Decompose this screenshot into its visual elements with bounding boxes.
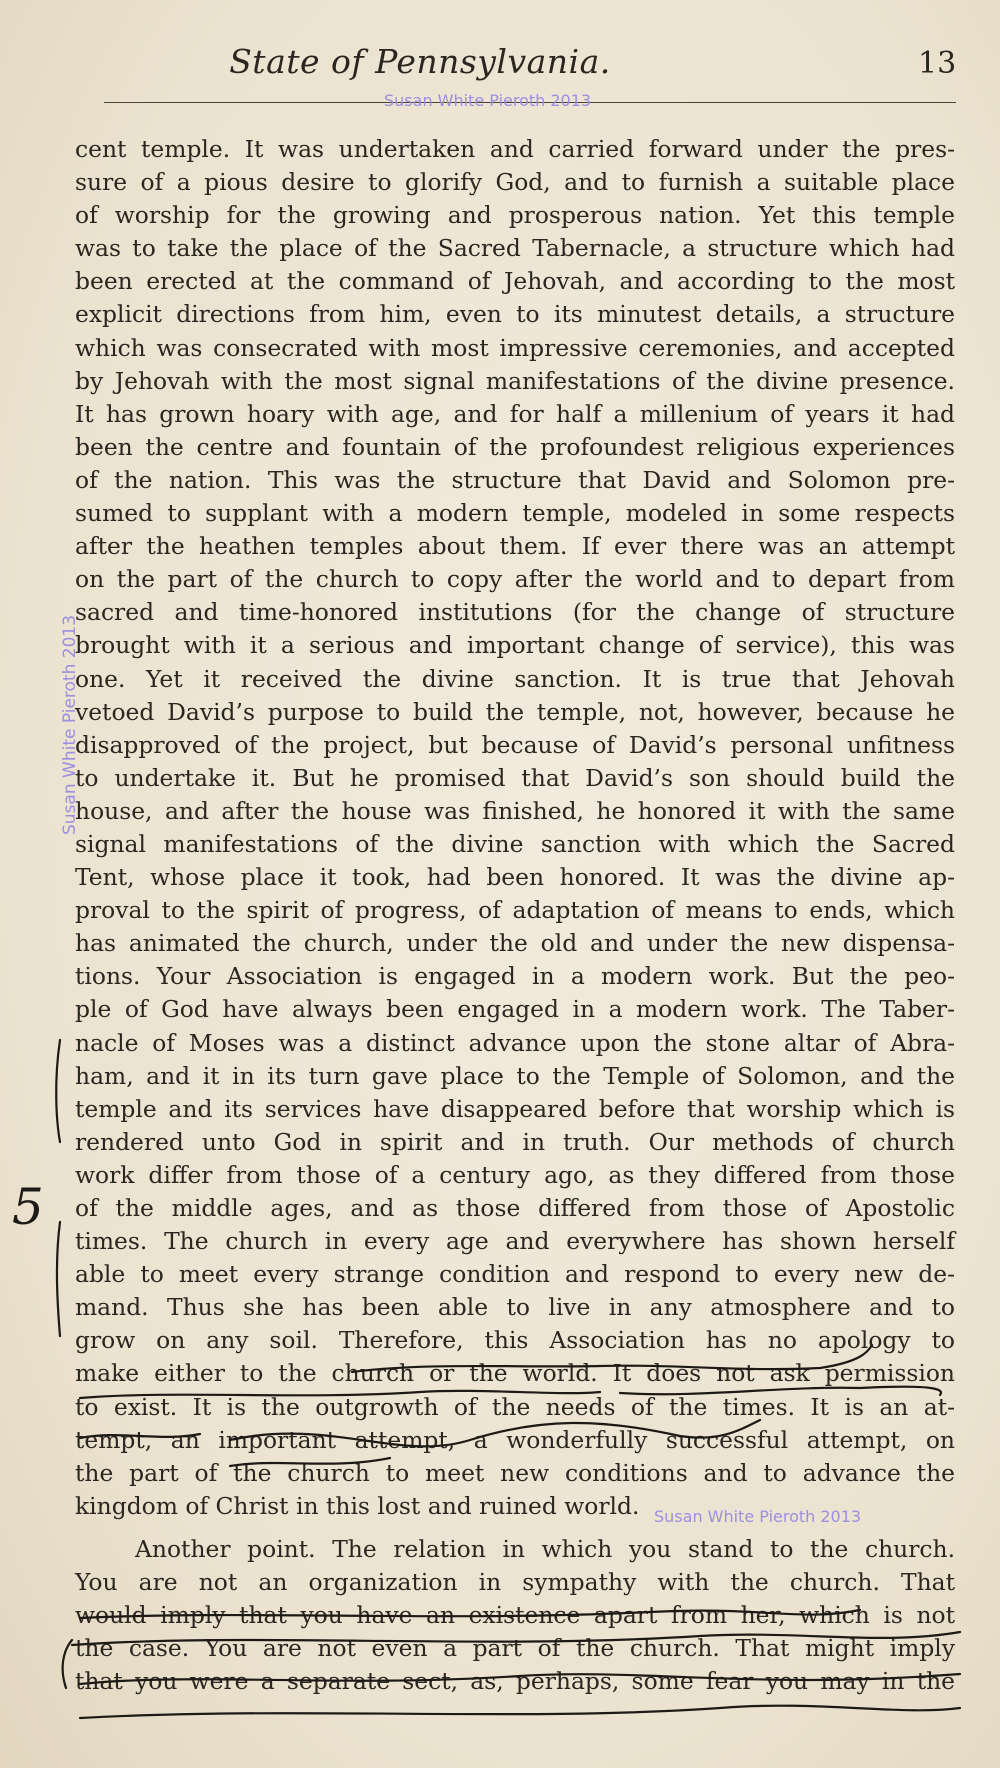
text-line: explicit directions from him, even to its minutest details, a structure [75, 300, 955, 329]
text-line: ple of God have always been engaged in a modern work. The Taber- [75, 995, 955, 1024]
text-line: of the middle ages, and as those differed from those of Apostolic [75, 1194, 955, 1222]
text-line: work differ from those of a century ago, as they differed from those [75, 1160, 955, 1189]
text-line: sacred and time-honored institutions (for the change of structure [75, 598, 955, 627]
watermark-side: Susan White Pieroth 2013 [60, 614, 80, 835]
text-line: sure of a pious desire to glorify God, and to furnish a suitable place [75, 168, 955, 197]
text-line: signal manifestations of the divine sanction with which the Sacred [75, 829, 955, 858]
page-number: 13 [918, 46, 957, 81]
text-line: tempt, an important attempt, a wonderfully successful attempt, on [75, 1425, 955, 1454]
text-line: vetoed David’s purpose to build the temple, not, however, because he [75, 697, 955, 726]
text-line: to undertake it. But he promised that David’s son should build the [75, 763, 955, 792]
margin-bracket-upper [56, 1040, 60, 1142]
margin-note: 5 [12, 1178, 44, 1236]
text-line: nacle of Moses was a distinct advance upon the stone altar of Abra- [75, 1028, 955, 1057]
underline-that-you-were [80, 1706, 960, 1718]
text-line: of the nation. This was the structure that David and Solomon pre- [75, 465, 955, 494]
text-line: that you were a separate sect, as, perhaps, some fear you may in the [75, 1667, 955, 1696]
text-line: temple and its services have disappeared before that worship which is [75, 1094, 955, 1123]
text-line: grow on any soil. Therefore, this Association has no apology to [75, 1326, 955, 1355]
body-text [75, 133, 955, 1698]
text-line: brought with it a serious and important change of service), this was [75, 631, 955, 660]
watermark-top: Susan White Pieroth 2013 [384, 91, 592, 110]
text-line: disapproved of the project, but because of David’s personal unfitness [75, 730, 955, 759]
text-line: make either to the church or the world. It does not ask permission [75, 1359, 955, 1388]
text-line: of worship for the growing and prosperous nation. Yet this temple [75, 201, 955, 230]
text-line: on the part of the church to copy after the world and to depart from [75, 565, 955, 594]
text-line: kingdom of Christ in this lost and ruined world. [75, 1491, 640, 1520]
text-line: Another point. The relation in which you stand to the church. [135, 1534, 955, 1563]
text-line: was to take the place of the Sacred Tabernacle, a structure which had [75, 234, 955, 263]
text-line: house, and after the house was finished, he honored it with the same [75, 796, 955, 825]
text-line: has animated the church, under the old and under the new dispensa- [75, 929, 955, 958]
text-line: by Jehovah with the most signal manifestations of the divine presence. [75, 366, 955, 395]
text-line: ham, and it in its turn gave place to the Temple of Solomon, and the [75, 1061, 955, 1090]
text-line: one. Yet it received the divine sanction. It is true that Jehovah [75, 664, 955, 693]
text-line: times. The church in every age and everywhere has shown herself [75, 1227, 955, 1256]
text-line: Tent, whose place it took, had been honored. It was the divine ap- [75, 863, 955, 892]
margin-bracket-bottom [63, 1640, 72, 1688]
text-line: mand. Thus she has been able to live in any atmosphere and to [75, 1293, 955, 1322]
text-line: after the heathen temples about them. If ever there was an attempt [75, 532, 955, 561]
text-line: to exist. It is the outgrowth of the needs of the times. It is an at- [75, 1392, 955, 1421]
text-line: would imply that you have an existence apart from her, which is not [75, 1601, 955, 1630]
text-line: able to meet every strange condition and respond to every new de- [75, 1260, 955, 1289]
running-title: State of Pennsylvania. [229, 42, 611, 81]
text-line: You are not an organization in sympathy with the church. That [75, 1568, 955, 1597]
watermark-bottom: Susan White Pieroth 2013 [654, 1507, 862, 1526]
text-line: the case. You are not even a part of the church. That might imply [75, 1634, 955, 1663]
text-line: which was consecrated with most impressive ceremonies, and accepted [75, 333, 955, 362]
text-line: It has grown hoary with age, and for half a millenium of years it had [75, 399, 955, 428]
text-line: tions. Your Association is engaged in a modern work. But the peo- [75, 962, 955, 991]
margin-bracket-lower [57, 1222, 60, 1336]
page-header [0, 38, 1000, 88]
text-line: been erected at the command of Jehovah, and according to the most [75, 267, 955, 296]
text-line: rendered unto God in spirit and in truth. Our methods of church [75, 1127, 955, 1156]
text-line: sumed to supplant with a modern temple, modeled in some respects [75, 499, 955, 528]
text-line: been the centre and fountain of the profoundest religious experiences [75, 432, 955, 461]
text-line: the part of the church to meet new conditions and to advance the [75, 1458, 955, 1487]
text-line: cent temple. It was undertaken and carried forward under the pres- [75, 135, 955, 163]
text-line: proval to the spirit of progress, of adaptation of means to ends, which [75, 896, 955, 925]
